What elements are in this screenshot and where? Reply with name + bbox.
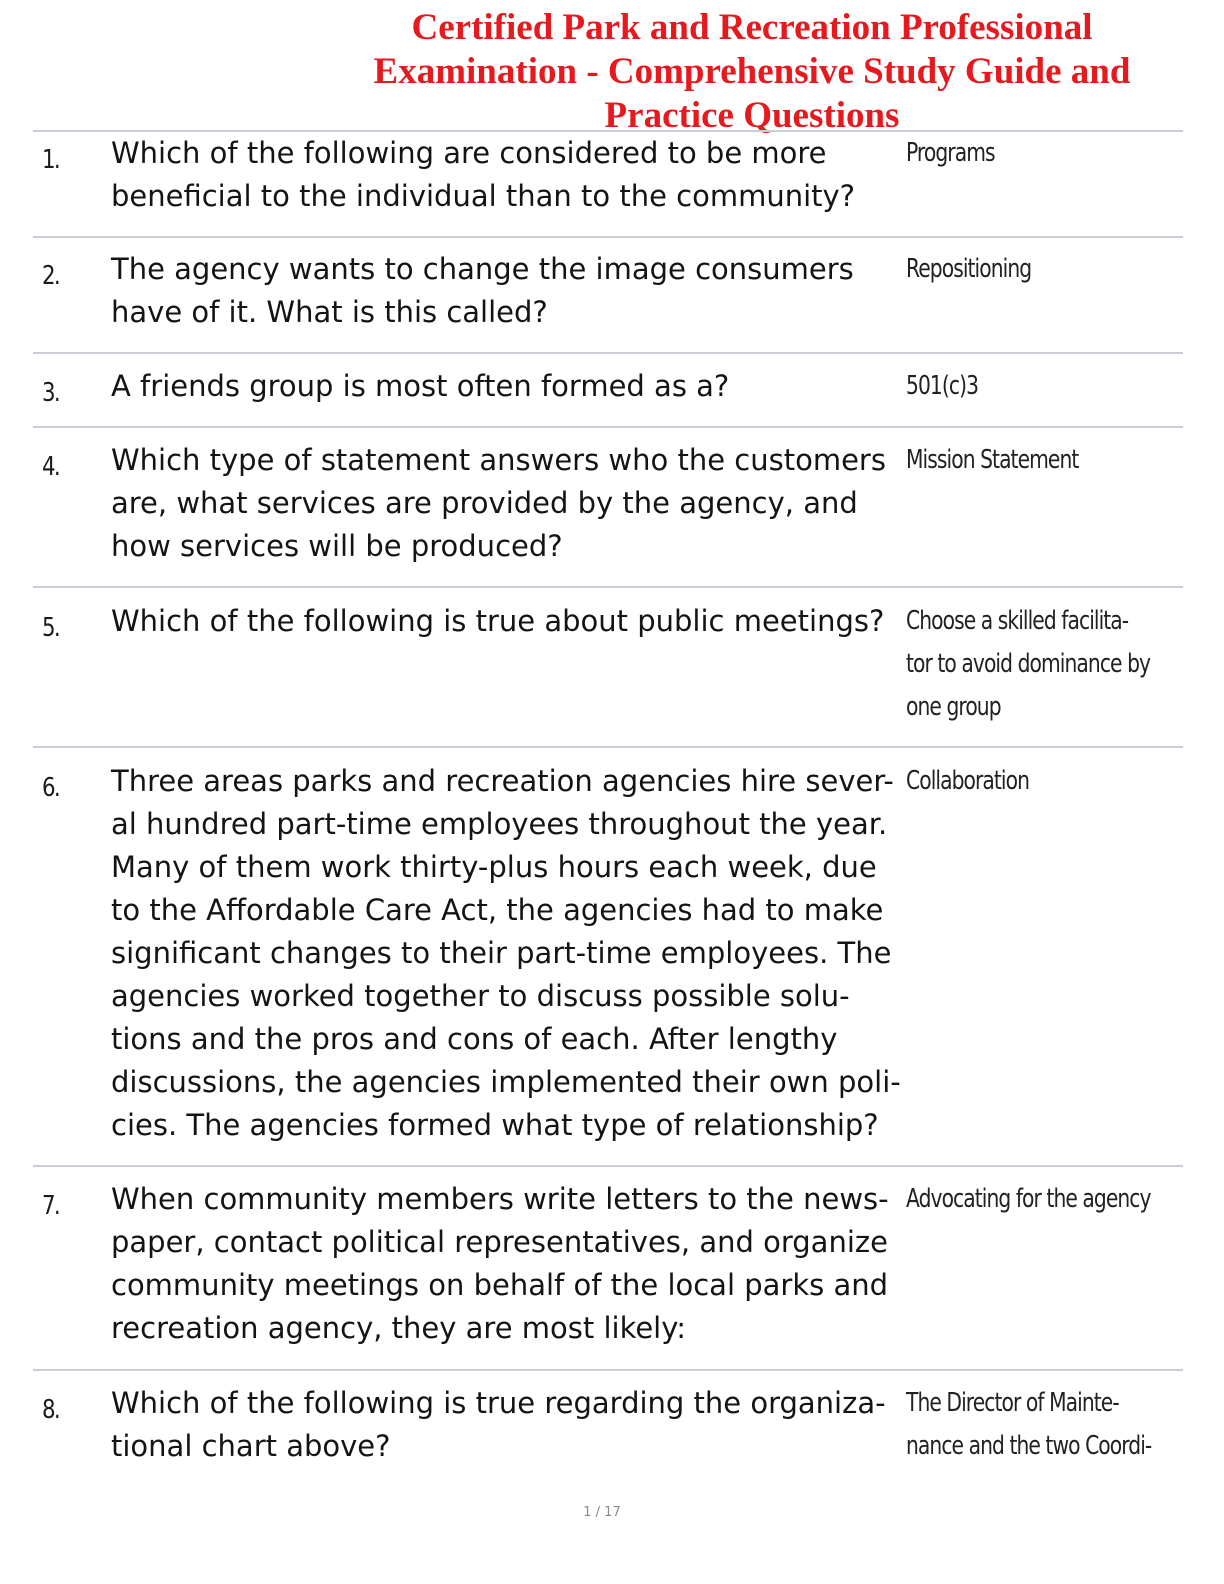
answer-text: 501(c)3 <box>906 371 979 401</box>
question-text: Which of the following is true regarding the organiza- tional chart above? <box>111 1386 886 1463</box>
question-text: Which of the following is true about public meetings? <box>111 604 885 638</box>
question-row <box>33 1165 1183 1369</box>
question-text: When community members write letters to the news- paper, contact political representatives, and organize community meetings on behalf of the local parks and recreation agency, they are most likely: <box>111 1182 889 1345</box>
question-row <box>33 746 1183 1165</box>
page-number: 1 / 17 <box>583 1505 621 1520</box>
question-row <box>33 426 1183 586</box>
question-row <box>33 586 1183 746</box>
question-row <box>33 130 1183 236</box>
question-list <box>33 130 1183 1479</box>
question-text: Which of the following are considered to be more beneficial to the individual than to the community? <box>111 136 856 213</box>
question-number: 2. <box>42 261 60 291</box>
question-row <box>33 352 1183 426</box>
question-number: 7. <box>42 1191 60 1221</box>
question-text: Three areas parks and recreation agencies hire sever- al hundred part-time employees throughout the year. Many of them work thirty-plus hours each week, due to the Affordable Care Act, the agencies had to make significant changes to their part-time employees. The agencies worked together to discuss possible solu- tions and the pros and cons of each. After lengthy discussions, the agencies implemented their own poli- cies. The agencies formed what type of relationship? <box>111 764 901 1142</box>
question-number: 4. <box>42 452 60 482</box>
answer-text: Repositioning <box>906 254 1032 284</box>
question-row <box>33 236 1183 352</box>
question-text: Which type of statement answers who the customers are, what services are provided by the agency, and how services will be produced? <box>111 443 886 563</box>
question-row <box>33 1369 1183 1479</box>
answer-text: The Director of Mainte- nance and the two Coordi- <box>906 1388 1152 1461</box>
answer-text: Mission Statement <box>906 445 1079 475</box>
answer-text: Programs <box>906 138 995 168</box>
document-title: Certified Park and Recreation Professional Examination - Comprehensive Study Guide and Practice Questions <box>373 7 1131 136</box>
question-number: 8. <box>42 1395 60 1425</box>
answer-text: Advocating for the agency <box>906 1184 1151 1214</box>
answer-text: Collaboration <box>906 766 1029 796</box>
answer-text: Choose a skilled facilita- tor to avoid dominance by one group <box>906 606 1151 722</box>
question-number: 5. <box>42 613 60 643</box>
question-number: 6. <box>42 773 60 803</box>
question-number: 1. <box>42 145 60 175</box>
question-text: The agency wants to change the image consumers have of it. What is this called? <box>111 252 854 329</box>
question-number: 3. <box>42 378 60 408</box>
question-text: A friends group is most often formed as a? <box>111 369 730 403</box>
